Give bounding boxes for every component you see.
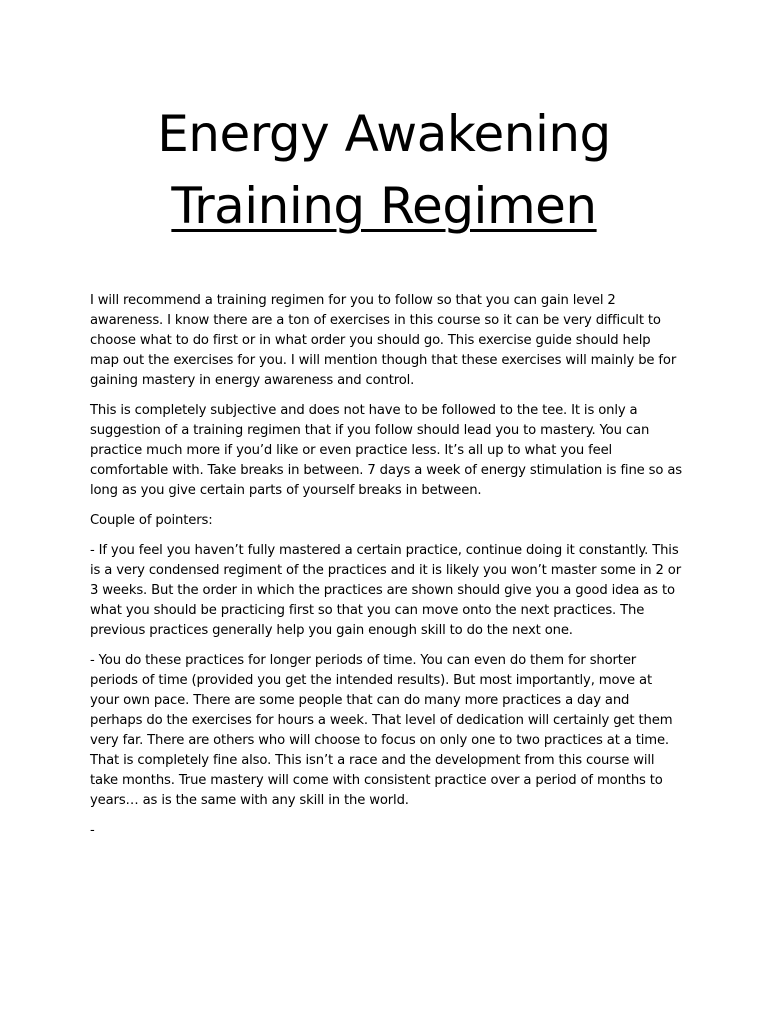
paragraph-trailing-dash: - — [90, 823, 95, 838]
title-line-1: Energy Awakening — [157, 105, 611, 163]
paragraph-pointers-heading: Couple of pointers: — [90, 513, 213, 528]
document-title — [0, 100, 768, 244]
title-line-2: Training Regimen — [171, 177, 597, 235]
paragraph-pointer-2: - You do these practices for longer periods of time. You can even do them for shorter periods of time (provided you get the intended results). But most importantly, move at your own pace. There are some people that can do many more practices a day and perhaps do the exercises for hours a week. That level of dedication will certainly get them very far. There are others who will choose to focus on only one to two practices at a time. That is completely fine also. This isn’t a race and the development from this course will take months. True mastery will come with consistent practice over a period of months to years… as is the same with any skill in the world. — [90, 653, 673, 808]
paragraph-subjective: This is completely subjective and does not have to be followed to the tee. It is only a suggestion of a training regimen that if you follow should lead you to mastery. You can practice much more if you’d like or even practice less. It’s all up to what you feel comfortable with. Take breaks in between. 7 days a week of energy stimulation is fine so as long as you give certain parts of yourself breaks in between. — [90, 403, 682, 498]
paragraph-intro: I will recommend a training regimen for you to follow so that you can gain level 2 awareness. I know there are a ton of exercises in this course so it can be very difficult to choose what to do first or in what order you should go. This exercise guide should help map out the exercises for you. I will mention though that these exercises will mainly be for gaining mastery in energy awareness and control. — [90, 293, 677, 388]
paragraph-pointer-1: - If you feel you haven’t fully mastered a certain practice, continue doing it constantly. This is a very condensed regiment of the practices and it is likely you won’t master some in 2 or 3 weeks. But the order in which the practices are shown should give you a good idea as to what you should be practicing first so that you can move onto the next practices. The previous practices generally help you gain enough skill to do the next one. — [90, 543, 681, 638]
document-body — [90, 291, 682, 851]
